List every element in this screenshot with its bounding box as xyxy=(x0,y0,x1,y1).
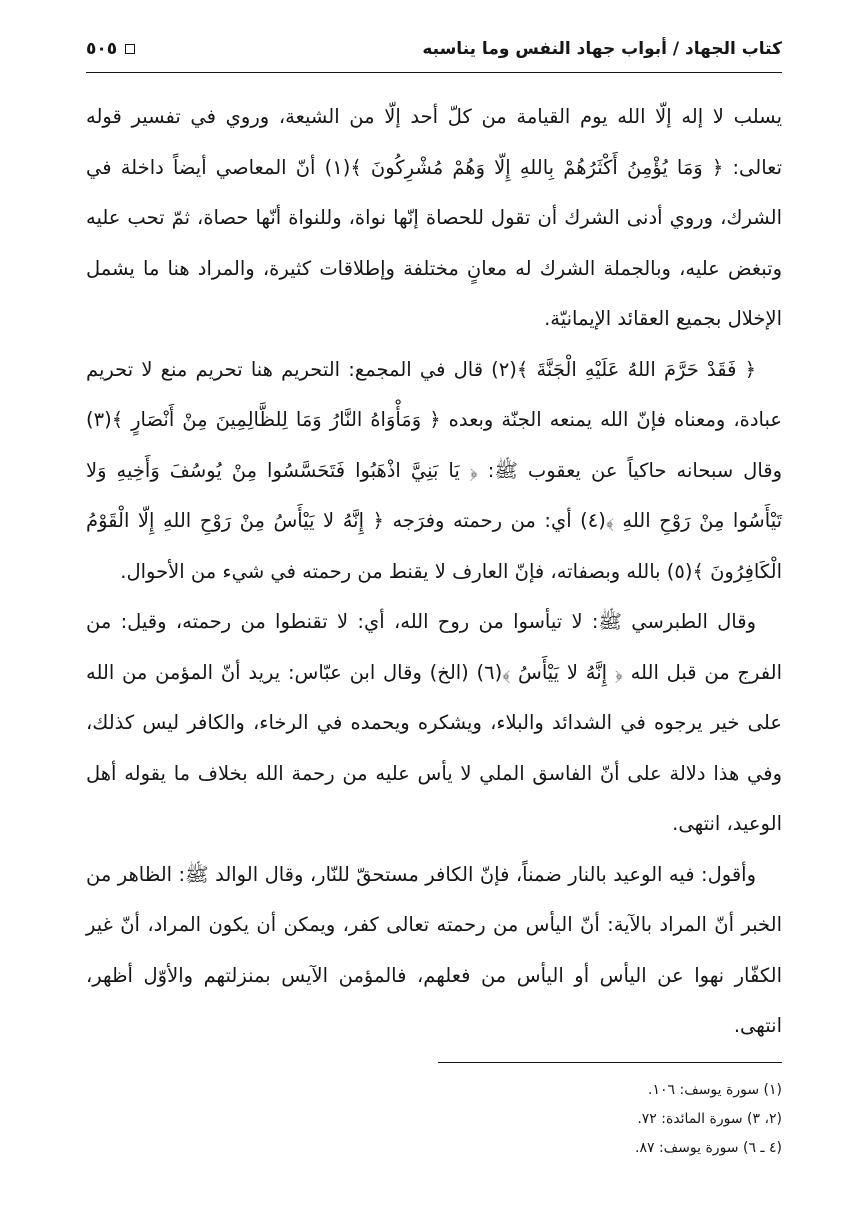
page-number: ٥٠٥ xyxy=(86,39,118,59)
footnote-1: (١) سورة يوسف: ١٠٦. xyxy=(648,1082,782,1098)
running-head-title: كتاب الجهاد / أبواب جهاد النفس وما يناسبه xyxy=(422,39,782,59)
paragraph-1: يسلب لا إله إلّا الله يوم القيامة من كلّ أحد إلّا من الشيعة، وروي في تفسير قوله تعالى: ﴿ وَمَا يُؤْمِنُ أَكْثَرُهُمْ بِاللهِ إِلّا وَهُمْ مُشْرِكُونَ ﴾(١) أنّ المعاصي أيضاً داخلة في الشرك، وروي أدنى الشرك أن تقول للحصاة إنّها نواة، وللنواة أنّها حصاة، ثمّ تحب عليه وتبغض عليه، وبالجملة الشرك له معانٍ مختلفة وإطلاقات كثيرة، والمراد هنا ما يشمل الإخلال بجميع العقائد الإيمانيّة. xyxy=(86,105,782,330)
footnote-2: (٢، ٣) سورة المائدة: ٧٢. xyxy=(637,1111,782,1127)
paragraph-2: ﴿ فَقَدْ حَرَّمَ اللهُ عَلَيْهِ الْجَنَّةَ ﴾(٢) قال في المجمع: التحريم هنا تحريم منع لا تحريم عبادة، ومعناه فإنّ الله يمنعه الجنّة وبعده ﴿ وَمَأْوَاهُ النَّارُ وَمَا لِلظَّالِمِينَ مِنْ أَنْصَارٍ ﴾(٣) وقال سبحانه حاكياً عن يعقوب ﷺ: ﴿ يَا بَنِيَّ اذْهَبُوا فَتَحَسَّسُوا مِنْ يُوسُفَ وَأَخِيهِ وَلا تَيْأَسُوا مِنْ رَوْحِ اللهِ ﴾(٤) أي: من رحمته وفرَجه ﴿ إِنَّهُ لا يَيْأَسُ مِنْ رَوْحِ اللهِ إِلّا الْقَوْمُ الْكَافِرُونَ ﴾(٥) بالله وبصفاته، فإنّ العارف لا يقنط من رحمته في شيء من الأحوال. xyxy=(86,357,783,583)
square-ornament-icon xyxy=(125,44,135,54)
page-number-group xyxy=(86,39,135,59)
footnotes xyxy=(438,1076,782,1163)
running-head xyxy=(86,32,782,66)
paragraph-4: وأقول: فيه الوعيد بالنار ضمناً، فإنّ الكافر مستحقّ للنّار، وقال الوالد ﷺ: الظاهر من الخبر أنّ المراد بالآية: أنّ اليأس من رحمته تعالى كفر، ويمكن أن يكون المراد، أنّ غير الكفّار نهوا عن اليأس أو اليأس من فعلهم، فالمؤمن الآيس بمنزلتهم والأوّل أظهر، انتهى. xyxy=(86,862,782,1037)
footnote-3: (٤ ـ ٦) سورة يوسف: ٨٧. xyxy=(635,1140,782,1156)
header-divider xyxy=(86,72,782,73)
main-text xyxy=(86,92,782,1052)
footnote-divider xyxy=(438,1062,782,1063)
paragraph-3: وقال الطبرسي ﷺ: لا تيأسوا من روح الله، أي: لا تقنطوا من رحمته، وقيل: من الفرج من قبل الله ﴿ إِنَّهُ لا يَيْأَسُ ﴾(٦) (الخ) وقال ابن عبّاس: يريد أنّ المؤمن من الله على خير يرجوه في الشدائد والبلاء، ويشكره ويحمده في الرخاء، والكافر ليس كذلك، وفي هذا دلالة على أنّ الفاسق الملي لا يأس عليه من رحمة الله بخلاف ما يقوله أهل الوعيد، انتهى. xyxy=(86,610,782,835)
